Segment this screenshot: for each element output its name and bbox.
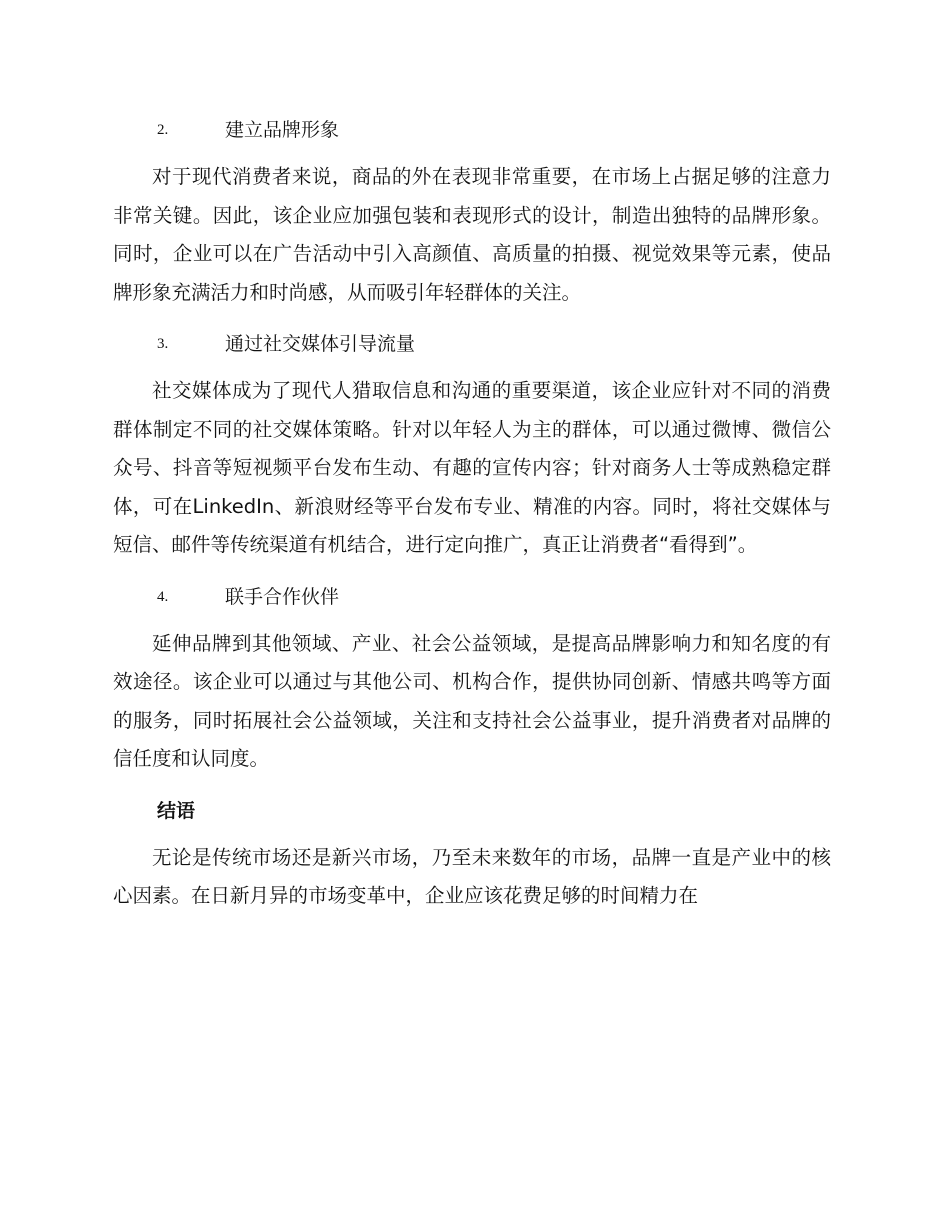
section-heading-4 bbox=[113, 579, 833, 615]
section-paragraph: 社交媒体成为了现代人猎取信息和沟通的重要渠道，该企业应针对不同的消费群体制定不同的社交媒体策略。针对以年轻人为主的群体，可以通过微博、微信公众号、抖音等短视频平台发布生动、有趣的宣传内容；针对商务人士等成熟稳定群体，可在LinkedIn、新浪财经等平台发布专业、精准的内容。同时，将社交媒体与短信、邮件等传统渠道有机结合，进行定向推广，真正让消费者“看得到”。 bbox=[113, 379, 831, 556]
section-heading-3 bbox=[113, 326, 833, 362]
section-number: 2. bbox=[157, 122, 169, 138]
section-number: 4. bbox=[157, 588, 169, 605]
conclusion-paragraph: 无论是传统市场还是新兴市场，乃至未来数年的市场，品牌一直是产业中的核心因素。在日新月异的市场变革中，企业应该花费足够的时间精力在 bbox=[113, 845, 831, 907]
section-number: 3. bbox=[157, 336, 169, 352]
section-title: 联手合作伙伴 bbox=[225, 585, 340, 608]
section-heading-2 bbox=[113, 112, 833, 148]
section-title: 通过社交媒体引导流量 bbox=[225, 333, 416, 355]
section-title: 建立品牌形象 bbox=[225, 119, 340, 141]
section-paragraph: 对于现代消费者来说，商品的外在表现非常重要，在市场上占据足够的注意力非常关键。因此，该企业应加强包装和表现形式的设计，制造出独特的品牌形象。同时，企业可以在广告活动中引入高颜值、高质量的拍摄、视觉效果等元素，使品牌形象充满活力和时尚感，从而吸引年轻群体的关注。 bbox=[113, 165, 831, 304]
section-paragraph: 延伸品牌到其他领域、产业、社会公益领域，是提高品牌影响力和知名度的有效途径。该企业可以通过与其他公司、机构合作，提供协同创新、情感共鸣等方面的服务，同时拓展社会公益领域，关注和支持社会公益事业，提升消费者对品牌的信任度和认同度。 bbox=[113, 631, 831, 770]
document-content bbox=[113, 112, 833, 930]
conclusion-title: 结语 bbox=[157, 799, 196, 822]
